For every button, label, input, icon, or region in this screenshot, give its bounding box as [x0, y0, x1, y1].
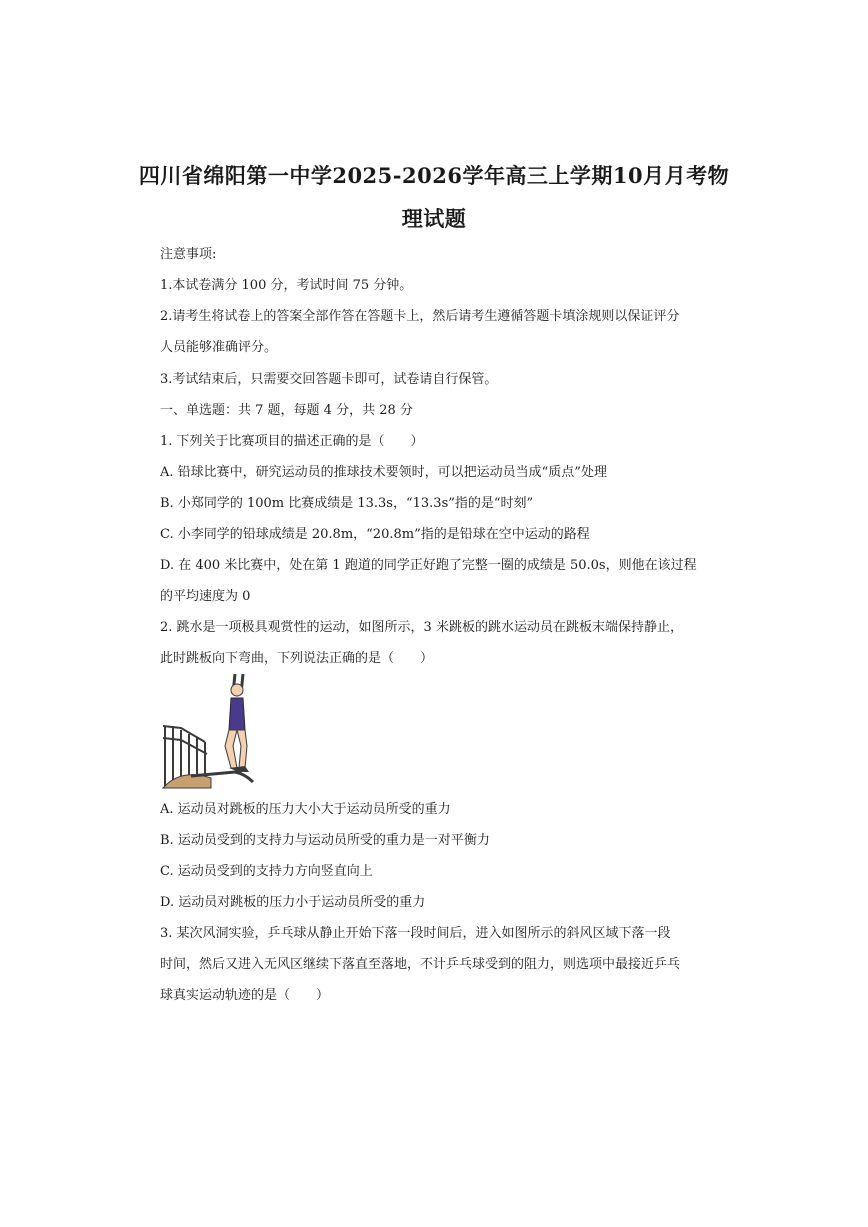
question-3-stem-line2: 时间，然后又进入无风区继续下落直至落地，不计乒乓球受到的阻力，则选项中最接近乒乓 [160, 957, 681, 972]
question-1-option-a: A. 铅球比赛中，研究运动员的推球技术要领时，可以把运动员当成“质点”处理 [160, 465, 607, 480]
question-2-option-c: C. 运动员受到的支持力方向竖直向上 [160, 864, 373, 879]
notes-item-2-line1: 2.请考生将试卷上的答案全部作答在答题卡上，然后请考生遵循答题卡填涂规则以保证评分 [160, 309, 680, 324]
notes-item-2-line2: 人员能够准确评分。 [160, 340, 278, 355]
diver-springboard-figure [161, 668, 257, 790]
exam-title-line1: 四川省绵阳第一中学2025-2026学年高三上学期10月月考物 [138, 163, 730, 188]
notes-heading: 注意事项: [160, 247, 217, 262]
question-1-option-d-line1: D. 在 400 米比赛中，处在第 1 跑道的同学正好跑了完整一圈的成绩是 50.0s，则他在该过程 [160, 558, 697, 573]
question-2-stem-line1: 2. 跳水是一项极具观赏性的运动，如图所示，3 米跳板的跳水运动员在跳板末端保持静止， [160, 620, 683, 635]
question-1-stem: 1. 下列关于比赛项目的描述正确的是（ ） [160, 434, 424, 449]
notes-item-1: 1.本试卷满分 100 分，考试时间 75 分钟。 [160, 278, 413, 293]
question-3-stem-line1: 3. 某次风洞实验，乒乓球从静止开始下落一段时间后，进入如图所示的斜风区域下落一段 [160, 926, 671, 941]
exam-title-line2: 理试题 [401, 206, 467, 231]
question-1-option-b: B. 小郑同学的 100m 比赛成绩是 13.3s，“13.3s”指的是“时刻” [160, 496, 534, 511]
question-2-option-b: B. 运动员受到的支持力与运动员所受的重力是一对平衡力 [160, 833, 490, 848]
question-3-stem-line3: 球真实运动轨迹的是（ ） [160, 988, 330, 1003]
section-heading: 一、单选题：共 7 题，每题 4 分，共 28 分 [160, 403, 413, 418]
diver-figure [225, 674, 249, 772]
notes-item-3: 3.考试结束后，只需要交回答题卡即可，试卷请自行保管。 [160, 372, 498, 387]
diver-illustration [161, 668, 257, 790]
question-2-option-a: A. 运动员对跳板的压力大小大于运动员所受的重力 [160, 802, 451, 817]
question-1-option-d-line2: 的平均速度为 0 [160, 589, 251, 604]
springboard-base [163, 775, 211, 788]
question-2-option-d: D. 运动员对跳板的压力小于运动员所受的重力 [160, 895, 426, 910]
question-1-option-c: C. 小李同学的铅球成绩是 20.8m，“20.8m”指的是铅球在空中运动的路程 [160, 527, 590, 542]
question-2-stem-line2: 此时跳板向下弯曲，下列说法正确的是（ ） [160, 651, 434, 666]
